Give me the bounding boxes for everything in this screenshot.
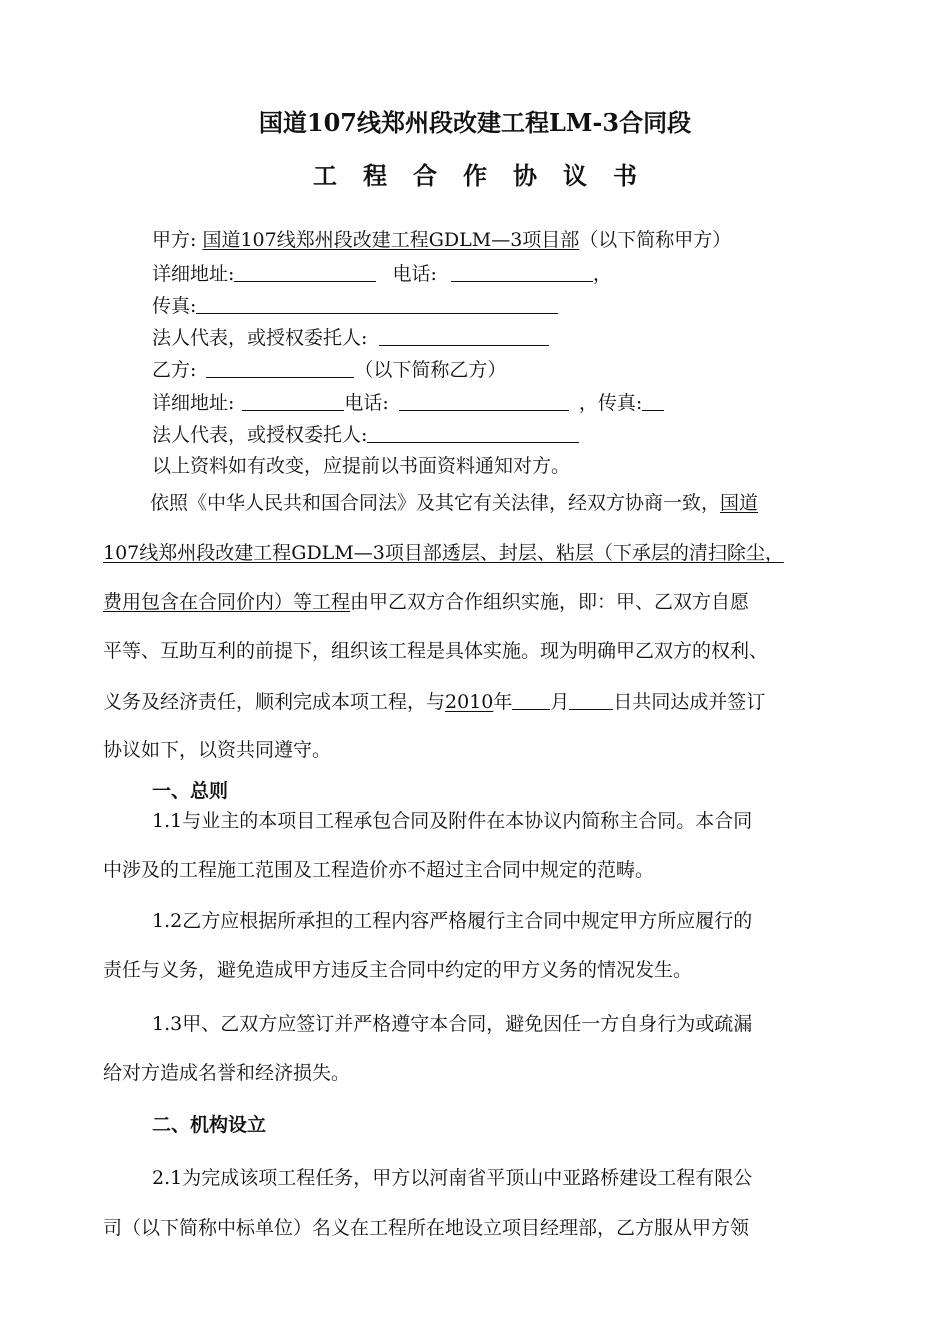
section-1-heading: 一、总则: [152, 780, 229, 802]
party-a-name: 国道107线郑州段改建工程GDLM—3项目部: [202, 229, 580, 251]
party-b-rep-line: 法人代表，或授权委托人:: [152, 422, 579, 447]
address-blank: [234, 261, 376, 282]
day-blank: [569, 689, 613, 710]
intro-line-5: 义务及经济责任，顺利完成本项工程，与2010年 月 日共同达成并签订: [103, 691, 766, 713]
fax-blank: [196, 293, 558, 314]
party-b-blank: [206, 357, 354, 378]
section-2-1-line-1: 2.1为完成该项工程任务，甲方以河南省平顶山中亚路桥建设工程有限公: [152, 1167, 753, 1189]
party-a-rep-line: 法人代表，或授权委托人:: [152, 325, 549, 350]
party-a-address-line: 详细地址: 电话: ，: [152, 263, 612, 285]
section-1-2-line-1: 1.2乙方应根据所承担的工程内容严格履行主合同中规定甲方所应履行的: [152, 910, 753, 932]
intro-line-6: 协议如下，以资共同遵守。: [103, 739, 332, 761]
intro-line-3: 费用包含在合同价内）等工程由甲乙双方合作组织实施，即：甲、乙双方自愿: [103, 591, 750, 613]
intro-line-1: 依照《中华人民共和国合同法》及其它有关法律，经双方协商一致，国道: [150, 492, 759, 514]
party-b-address-line: 详细地址: 电话: ，传真:: [152, 390, 664, 415]
section-2-heading: 二、机构设立: [152, 1114, 267, 1136]
party-a-line: 甲方: 国道107线郑州段改建工程GDLM—3项目部（以下简称甲方）: [152, 229, 732, 251]
party-b-line: 乙方: （以下简称乙方）: [152, 359, 507, 381]
intro-line-2: 107线郑州段改建工程GDLM—3项目部透层、封层、粘层（下承层的清扫除尘，: [103, 542, 784, 564]
section-1-3-line-1: 1.3甲、乙双方应签订并严格遵守本合同，避免因任一方自身行为或疏漏: [152, 1013, 753, 1035]
signing-year: 2010: [445, 691, 494, 713]
rep-blank: [379, 325, 549, 346]
intro-line-4: 平等、互助互利的前提下，组织该工程是具体实施。现为明确甲乙双方的权利、: [103, 640, 769, 662]
document-title: 国道107线郑州段改建工程LM-3合同段: [258, 108, 692, 137]
section-1-1-line-1: 1.1与业主的本项目工程承包合同及附件在本协议内简称主合同。本合同: [152, 810, 753, 832]
section-1-2-line-2: 责任与义务，避免造成甲方违反主合同中约定的甲方义务的情况发生。: [103, 959, 693, 981]
month-blank: [512, 689, 550, 710]
b-address-blank: [242, 390, 344, 411]
party-a-fax-line: 传真:: [152, 293, 558, 318]
section-1-3-line-2: 给对方造成名誉和经济损失。: [103, 1062, 351, 1084]
section-2-1-line-2: 司（以下简称中标单位）名义在工程所在地设立项目经理部，乙方服从甲方领: [103, 1217, 750, 1239]
document-subtitle: 工程合作协议书: [313, 161, 663, 190]
notice-line: 以上资料如有改变，应提前以书面资料通知对方。: [152, 455, 571, 477]
b-phone-blank: [399, 390, 569, 411]
section-1-1-line-2: 中涉及的工程施工范围及工程造价亦不超过主合同中规定的范畴。: [103, 859, 655, 881]
phone-blank: [451, 261, 593, 282]
b-rep-blank: [367, 422, 579, 443]
b-fax-blank: [642, 390, 664, 411]
